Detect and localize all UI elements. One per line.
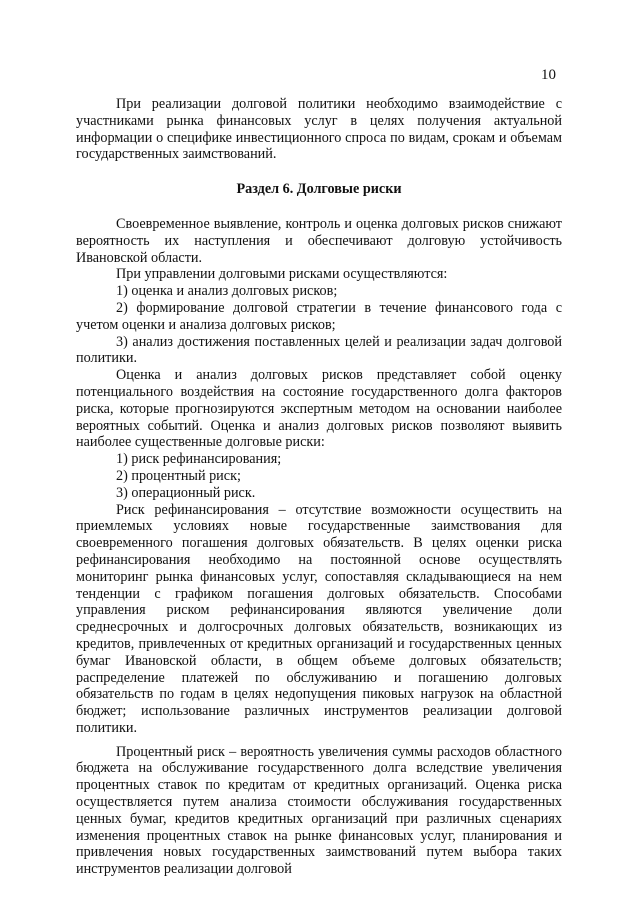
paragraph-refinancing-risk: Риск рефинансирования – отсутствие возможности осуществить на приемлемых условиях новые государственные заимствования для своевременного погашения долговых обязательств. В целях оценки риска рефинансирования необходимо на постоянной основе осуществлять мониторинг рынка финансовых услуг, сопоставляя складывающиеся на нем тенденции с графиком погашения долговых обязательств. Способами управления риском рефинансирования являются увеличение доли среднесрочных и долгосрочных долговых обязательств, возникающих из кредитов, привлеченных от кредитных организаций и государственных ценных бумаг Ивановской области, в общем объеме долговых обязательств; распределение платежей по обслуживанию и погашению долговых обязательств по годам в целях недопущения пиковых нагрузок на областной бюджет; использование различных инструментов реализации долговой политики. [76,501,562,736]
list-item-risk-1: 1) риск рефинансирования; [116,451,282,468]
intro-paragraph: При реализации долговой политики необходимо взаимодействие с участниками рынка финансовых услуг в целях получения актуальной информации о специфике инвестиционного спроса по видам, срокам и объемам государственных заимствований. [76,96,562,163]
document-body [76,96,562,878]
list-item-management-2: 2) формирование долговой стратегии в течение финансового года с учетом оценки и анализа долговых рисков; [76,299,562,333]
list-item-management-3: 3) анализ достижения поставленных целей и реализации задач долговой политики. [76,333,562,367]
list-item-risk-2: 2) процентный риск; [116,467,241,484]
page-number: 10 [541,67,556,83]
paragraph-interest-risk: Процентный риск – вероятность увеличения суммы расходов областного бюджета на обслуживание государственного долга вследствие увеличения процентных ставок по кредитам от кредитных организаций. Оценка риска осуществляется путем анализа стоимости обслуживания государственных ценных бумаг, кредитов кредитных организаций при различных сценариях изменения процентных ставок на рынке финансовых услуг, планирования и привлечения новых государственных заимствований путем выбора таких инструментов реализации долговой [76,743,562,878]
section-heading: Раздел 6. Долговые риски [236,181,402,198]
paragraph-debt-risk-overview: Своевременное выявление, контроль и оценка долговых рисков снижают вероятность их наступления и обеспечивают долговую устойчивость Ивановской области. [76,215,562,266]
paragraph-risk-assessment: Оценка и анализ долговых рисков представляет собой оценку потенциального воздействия на состояние государственного долга факторов риска, которые прогнозируются экспертным методом на основании наиболее вероятных событий. Оценка и анализ долговых рисков позволяют выявить наиболее существенные долговые риски: [76,367,562,451]
paragraph-management-intro: При управлении долговыми рисками осуществляются: [116,266,448,283]
list-item-risk-3: 3) операционный риск. [116,484,256,501]
list-item-management-1: 1) оценка и анализ долговых рисков; [116,283,338,300]
